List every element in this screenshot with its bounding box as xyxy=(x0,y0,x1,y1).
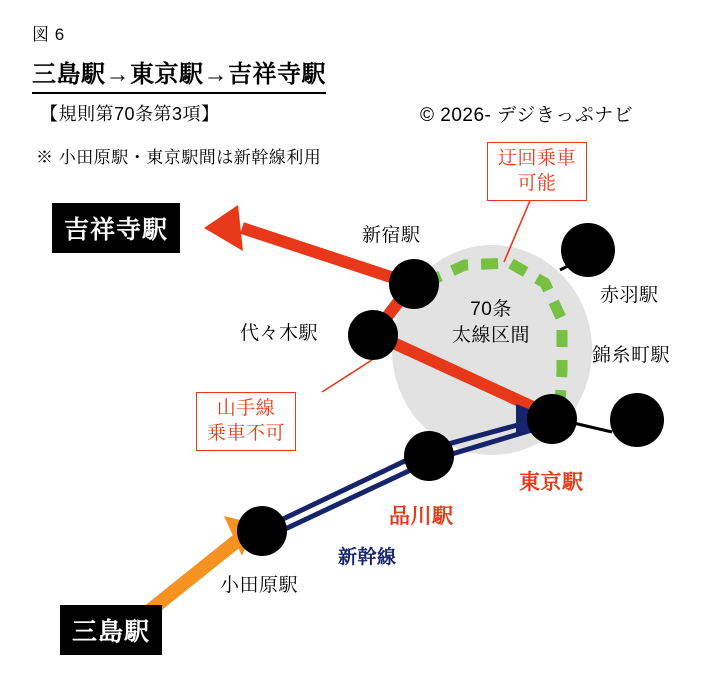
callout-detour-line1: 迂回乗車 xyxy=(498,148,577,169)
area-label-line1: 70条 xyxy=(470,299,512,320)
node-kinshicho[interactable] xyxy=(610,393,664,447)
figure-label: 図 6 xyxy=(32,25,65,44)
area-label-tokyo-ward xyxy=(452,297,530,348)
node-shinagawa[interactable] xyxy=(404,431,454,481)
label-shinagawa: 品川駅 xyxy=(389,505,454,528)
node-yoyogi[interactable] xyxy=(348,310,398,360)
rule-reference: 【規則第70条第3項】 xyxy=(40,104,220,124)
terminal-box-kichijoji[interactable]: 吉祥寺駅 xyxy=(52,203,180,253)
label-akabane: 赤羽駅 xyxy=(600,285,659,306)
page-title: 三島駅→東京駅→吉祥寺駅 xyxy=(32,54,326,94)
asterisk-note: ※ 小田原駅・東京駅間は新幹線利用 xyxy=(36,148,322,167)
terminal-box-mishima[interactable]: 三島駅 xyxy=(60,605,162,655)
label-tokyo: 東京駅 xyxy=(519,471,584,494)
label-kinshicho: 錦糸町駅 xyxy=(592,345,671,366)
callout-detour-allowed xyxy=(487,142,587,201)
callout-detour-line2: 可能 xyxy=(517,172,557,194)
node-odawara[interactable] xyxy=(237,506,287,556)
area-label-line2: 太線区間 xyxy=(452,324,531,346)
copyright-notice: © 2026- デジきっぷナビ xyxy=(420,105,634,126)
callout-yamanote-prohibited xyxy=(196,392,296,451)
label-shinkansen: 新幹線 xyxy=(338,547,397,568)
label-yoyogi: 代々木駅 xyxy=(240,323,319,344)
node-akabane[interactable] xyxy=(561,223,615,277)
label-shinjuku: 新宿駅 xyxy=(362,225,421,246)
leader-line-yamanote xyxy=(322,360,372,392)
node-tokyo[interactable] xyxy=(527,394,577,444)
callout-yamanote-line2: 乗車不可 xyxy=(207,422,286,444)
arrow-head-kichijoji xyxy=(204,205,243,251)
label-odawara: 小田原駅 xyxy=(220,575,299,596)
node-shinjuku[interactable] xyxy=(389,259,439,309)
callout-yamanote-line1: 山手線 xyxy=(216,398,276,419)
